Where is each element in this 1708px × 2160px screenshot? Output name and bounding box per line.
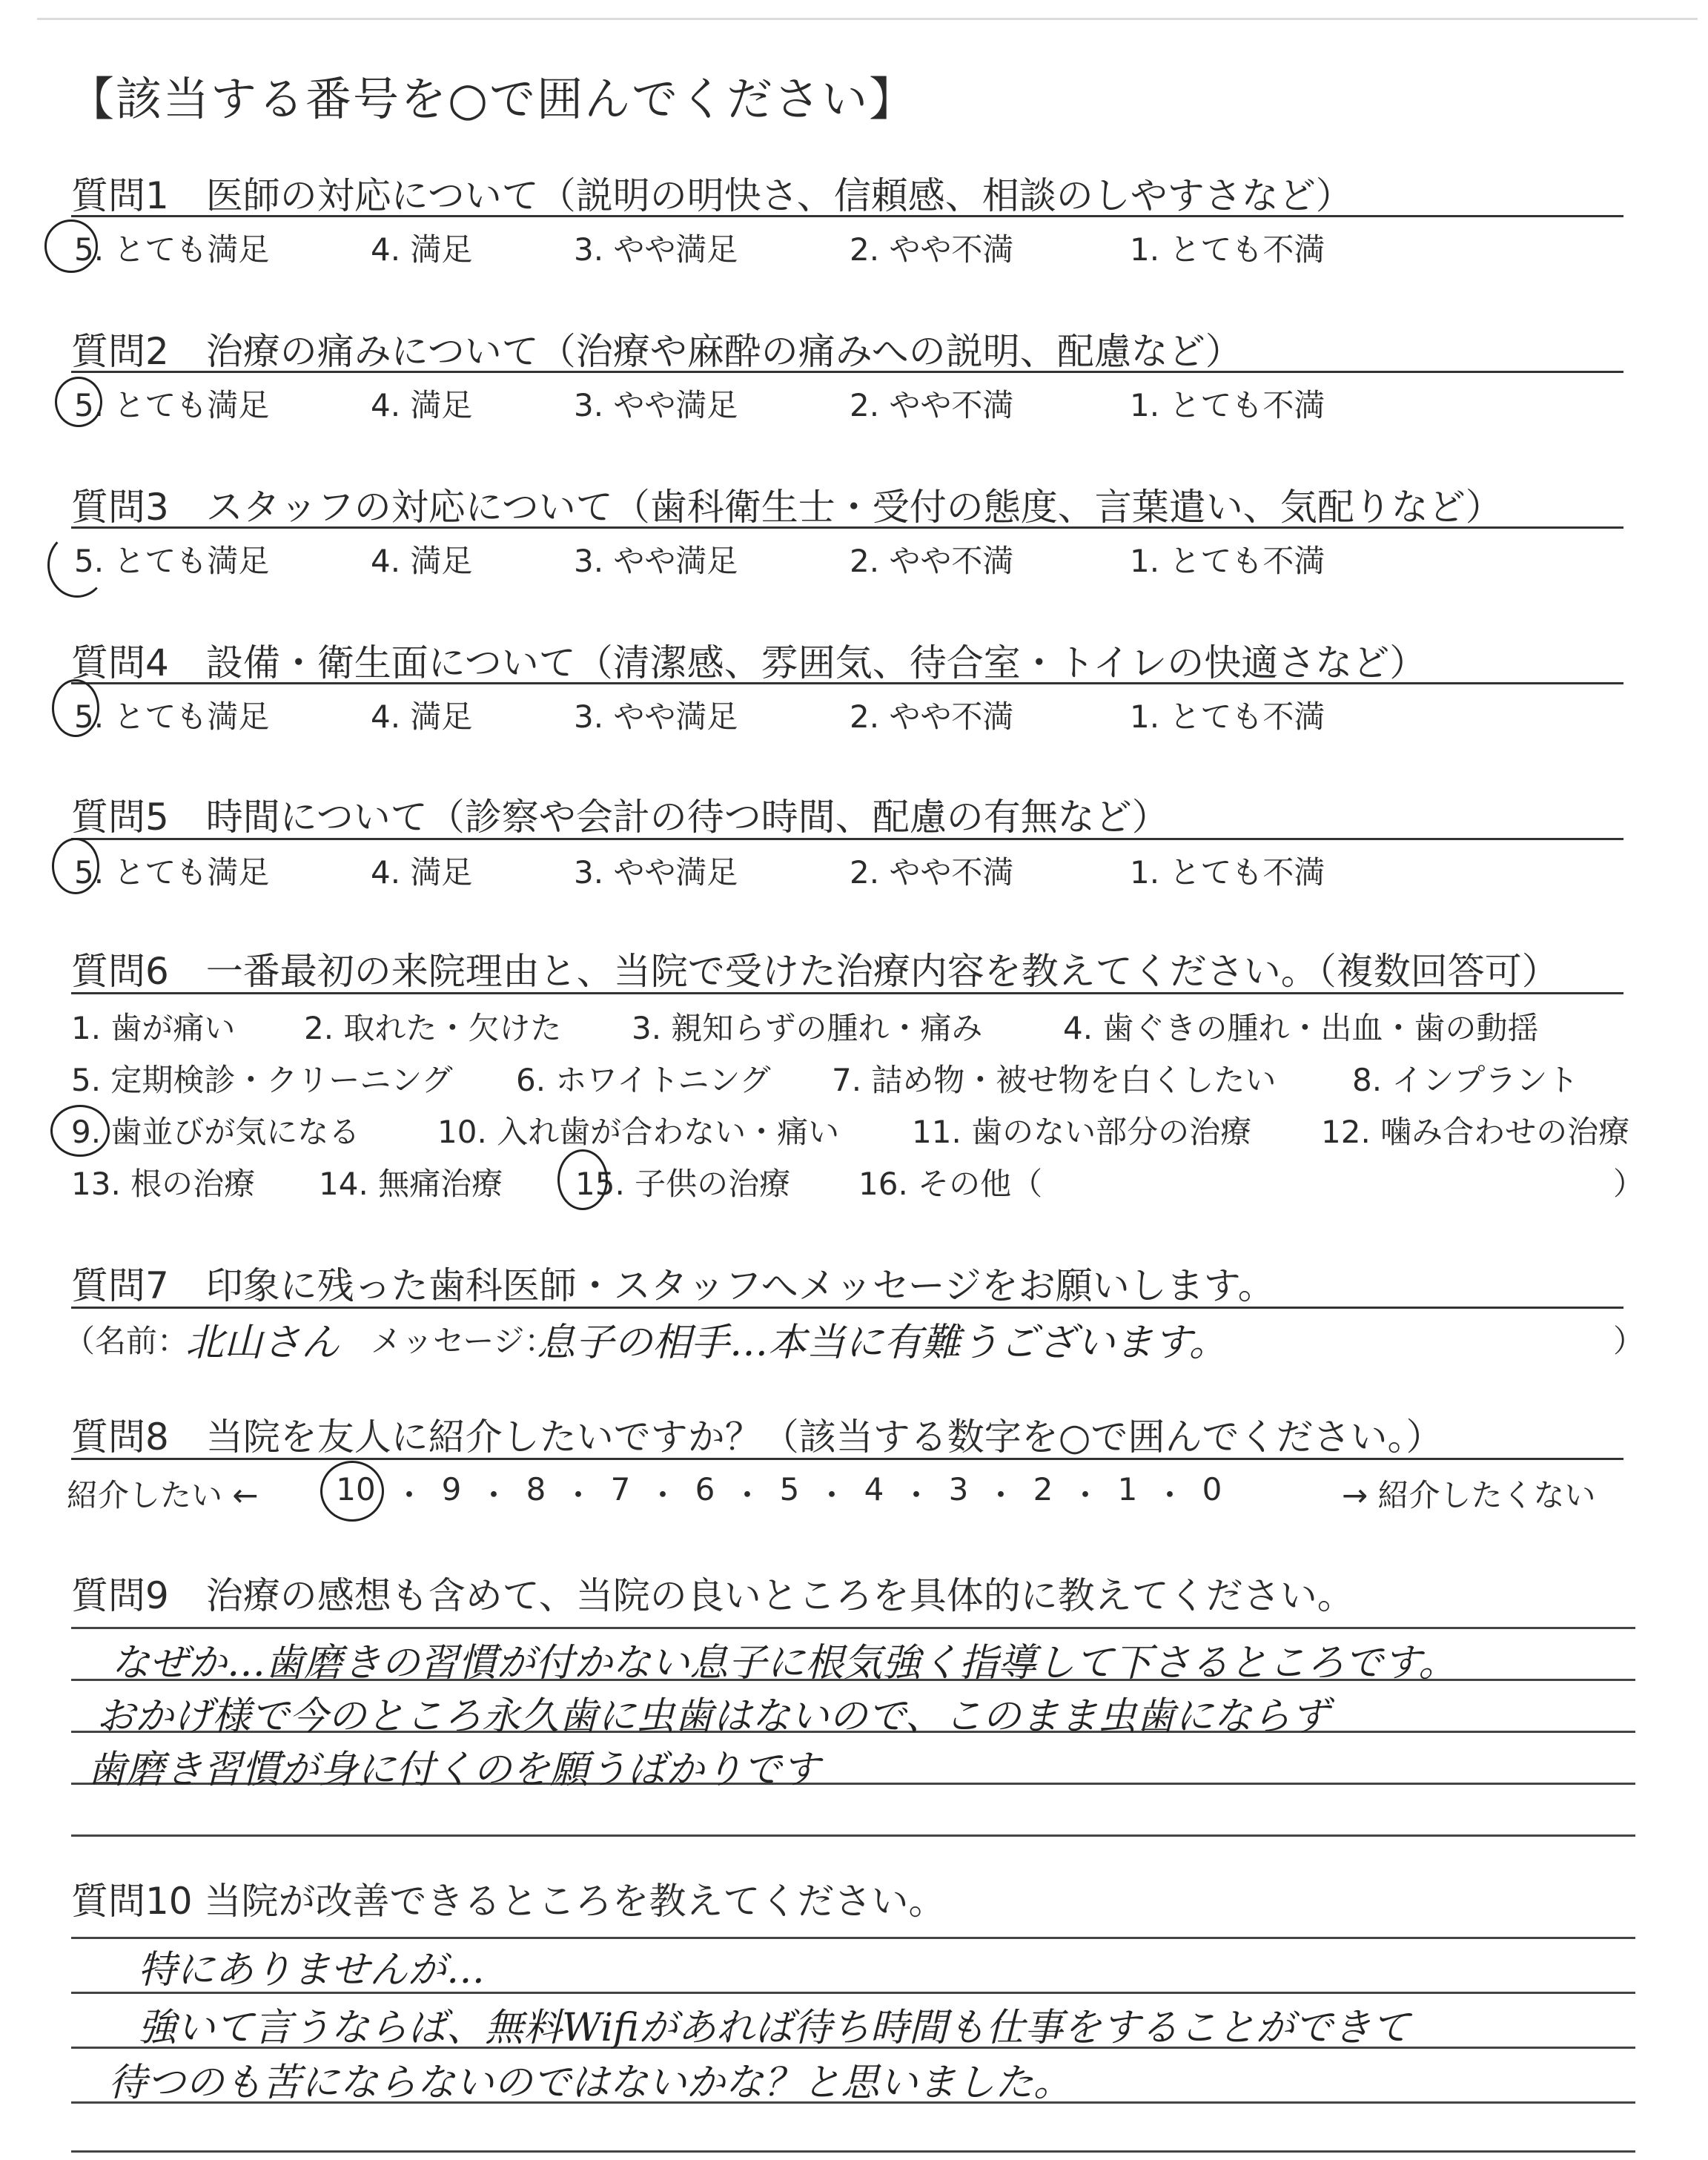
q6-option-9[interactable]: 9. 歯並びが気になる <box>71 1114 360 1150</box>
q6-option-6[interactable]: 6. ホワイトニング <box>516 1062 771 1098</box>
question-4-rule <box>71 682 1623 684</box>
q6-option-10[interactable]: 10. 入れ歯が合わない・痛い <box>437 1114 840 1150</box>
q8-dot: ・ <box>1153 1477 1185 1513</box>
q8-score-2[interactable]: 2 <box>1033 1471 1053 1507</box>
q1-selection-circle <box>44 219 98 273</box>
q8-score-7[interactable]: 7 <box>610 1471 631 1507</box>
q8-dot: ・ <box>900 1477 932 1513</box>
q4-selection-circle <box>52 679 99 737</box>
q5-selection-circle <box>52 838 99 894</box>
question-2: 質問2 治療の痛みについて（治療や麻酔の痛みへの説明、配慮など） <box>71 330 1242 373</box>
q9-line-5 <box>71 1834 1635 1837</box>
q7-name-value[interactable]: 北山さん <box>185 1321 340 1365</box>
q8-dot: ・ <box>815 1477 847 1513</box>
question-5-rule <box>71 838 1623 840</box>
q10-answer-line-1[interactable]: 特にありませんが… <box>138 1948 486 1992</box>
question-1-rule <box>71 215 1623 217</box>
q1-option-1[interactable]: 1. とても不満 <box>1130 231 1325 268</box>
q10-line-5 <box>71 2150 1635 2153</box>
question-3: 質問3 スタッフの対応について（歯科衛生士・受付の態度、言葉遣い、気配りなど） <box>71 486 1503 529</box>
page-title: 【該当する番号を○で囲んでください】 <box>68 72 917 126</box>
q9-answer-line-1[interactable]: なぜか…歯磨きの習慣が付かない息子に根気強く指導して下さるところです。 <box>111 1641 1457 1685</box>
question-2-rule <box>71 371 1623 373</box>
q8-score-4[interactable]: 4 <box>864 1471 884 1507</box>
question-6: 質問6 一番最初の来院理由と、当院で受けた治療内容を教えてください。（複数回答可） <box>71 950 1559 993</box>
question-1: 質問1 医師の対応について（説明の明快さ、信頼感、相談のしやすさなど） <box>71 174 1353 217</box>
q6-option-9-circle <box>50 1105 110 1157</box>
q5-option-3[interactable]: 3. やや満足 <box>574 854 738 891</box>
question-4: 質問4 設備・衛生面について（清潔感、雰囲気、待合室・トイレの快適さなど） <box>71 641 1427 684</box>
q8-right-label: → 紹介したくない <box>1342 1477 1596 1513</box>
question-7-rule <box>71 1307 1623 1309</box>
question-6-rule <box>71 992 1623 994</box>
q2-option-3[interactable]: 3. やや満足 <box>574 387 738 423</box>
question-8-rule <box>71 1458 1623 1460</box>
q6-option-3[interactable]: 3. 親知らずの腫れ・痛み <box>632 1010 983 1046</box>
question-5: 質問5 時間について（診察や会計の待つ時間、配慮の有無など） <box>71 796 1169 839</box>
top-border <box>37 18 1698 20</box>
q6-option-12[interactable]: 12. 噛み合わせの治療 <box>1321 1114 1630 1150</box>
q3-selection-circle <box>47 532 107 598</box>
q8-dot: ・ <box>984 1477 1016 1513</box>
q3-option-1[interactable]: 1. とても不満 <box>1130 543 1325 579</box>
q6-option-5[interactable]: 5. 定期検診・クリーニング <box>71 1062 453 1098</box>
q4-option-5[interactable]: 5. とても満足 <box>74 698 270 735</box>
q6-option-2[interactable]: 2. 取れた・欠けた <box>304 1010 562 1046</box>
q8-score-9[interactable]: 9 <box>441 1471 462 1507</box>
q6-option-7[interactable]: 7. 詰め物・被せ物を白くしたい <box>832 1062 1277 1098</box>
q3-option-4[interactable]: 4. 満足 <box>371 543 473 579</box>
q6-option-1[interactable]: 1. 歯が痛い <box>71 1010 236 1046</box>
q10-answer-line-3[interactable]: 待つのも苦にならないのではないかな？と思いました。 <box>108 2061 1073 2105</box>
q3-option-3[interactable]: 3. やや満足 <box>574 543 738 579</box>
question-3-rule <box>71 526 1623 529</box>
q9-answer-line-2[interactable]: おかげ様で今のところ永久歯に虫歯はないので、このまま虫歯にならず <box>96 1694 1329 1739</box>
q8-score-10[interactable]: 10 <box>336 1471 376 1507</box>
q1-option-2[interactable]: 2. やや不満 <box>850 231 1014 268</box>
q9-answer-line-3[interactable]: 歯磨き習慣が身に付くのを願うばかりです <box>87 1748 821 1792</box>
q5-option-4[interactable]: 4. 満足 <box>371 854 473 891</box>
q6-option-4[interactable]: 4. 歯ぐきの腫れ・出血・歯の動揺 <box>1063 1010 1539 1046</box>
q3-option-2[interactable]: 2. やや不満 <box>850 543 1014 579</box>
q8-dot: ・ <box>731 1477 763 1513</box>
q8-score-1[interactable]: 1 <box>1117 1471 1138 1507</box>
q6-option-8[interactable]: 8. インプラント <box>1352 1062 1579 1098</box>
q5-option-5[interactable]: 5. とても満足 <box>74 854 270 891</box>
q7-message-label: メッセージ： <box>371 1323 556 1359</box>
question-8: 質問8 当院を友人に紹介したいですか？（該当する数字を○で囲んでください。） <box>71 1416 1443 1459</box>
q6-other-close: ） <box>1613 1166 1645 1202</box>
q8-score-8[interactable]: 8 <box>526 1471 546 1507</box>
question-10: 質問10 当院が改善できるところを教えてください。 <box>71 1880 946 1923</box>
q8-dot: ・ <box>393 1477 425 1513</box>
q5-option-2[interactable]: 2. やや不満 <box>850 854 1014 891</box>
q1-option-5[interactable]: 5. とても満足 <box>74 231 270 268</box>
q8-score-0[interactable]: 0 <box>1202 1471 1222 1507</box>
q8-score-5[interactable]: 5 <box>779 1471 800 1507</box>
q1-option-3[interactable]: 3. やや満足 <box>574 231 738 268</box>
q8-scale <box>326 1471 1231 1516</box>
q5-option-1[interactable]: 1. とても不満 <box>1130 854 1325 891</box>
q3-option-5[interactable]: 5. とても満足 <box>74 543 270 579</box>
q2-option-5[interactable]: 5. とても満足 <box>74 387 270 423</box>
question-9: 質問9 治療の感想も含めて、当院の良いところを具体的に教えてください。 <box>71 1574 1354 1617</box>
q4-option-1[interactable]: 1. とても不満 <box>1130 698 1325 735</box>
q4-option-3[interactable]: 3. やや満足 <box>574 698 738 735</box>
q8-score-6[interactable]: 6 <box>695 1471 715 1507</box>
q7-message-value[interactable]: 息子の相手…本当に有難うございます。 <box>537 1321 1228 1365</box>
q6-option-11[interactable]: 11. 歯のない部分の治療 <box>912 1114 1252 1150</box>
q8-dot: ・ <box>646 1477 678 1513</box>
q6-option-15-circle <box>557 1149 608 1210</box>
q8-selection-circle <box>320 1461 384 1522</box>
q10-answer-line-2[interactable]: 強いて言うならば、無料Wifiがあれば待ち時間も仕事をすることができて <box>138 2006 1410 2050</box>
q8-dot: ・ <box>1069 1477 1101 1513</box>
question-7: 質問7 印象に残った歯科医師・スタッフへメッセージをお願いします。 <box>71 1264 1275 1307</box>
q9-line-1 <box>71 1627 1635 1629</box>
q8-score-3[interactable]: 3 <box>948 1471 969 1507</box>
q2-option-2[interactable]: 2. やや不満 <box>850 387 1014 423</box>
q2-option-1[interactable]: 1. とても不満 <box>1130 387 1325 423</box>
q8-left-label: 紹介したい ← <box>67 1477 259 1513</box>
q7-name-label: （名前： <box>64 1323 189 1359</box>
q6-option-13[interactable]: 13. 根の治療 <box>71 1166 256 1202</box>
q4-option-2[interactable]: 2. やや不満 <box>850 698 1014 735</box>
q6-option-16[interactable]: 16. その他（ <box>858 1166 1043 1202</box>
q6-option-14[interactable]: 14. 無痛治療 <box>319 1166 503 1202</box>
q8-dot: ・ <box>562 1477 594 1513</box>
q1-option-4[interactable]: 4. 満足 <box>371 231 473 268</box>
q8-dot: ・ <box>477 1477 509 1513</box>
q6-option-15[interactable]: 15. 子供の治療 <box>575 1166 791 1202</box>
q4-option-4[interactable]: 4. 満足 <box>371 698 473 735</box>
q2-selection-circle <box>55 377 102 427</box>
q7-close: ） <box>1613 1323 1645 1359</box>
q2-option-4[interactable]: 4. 満足 <box>371 387 473 423</box>
